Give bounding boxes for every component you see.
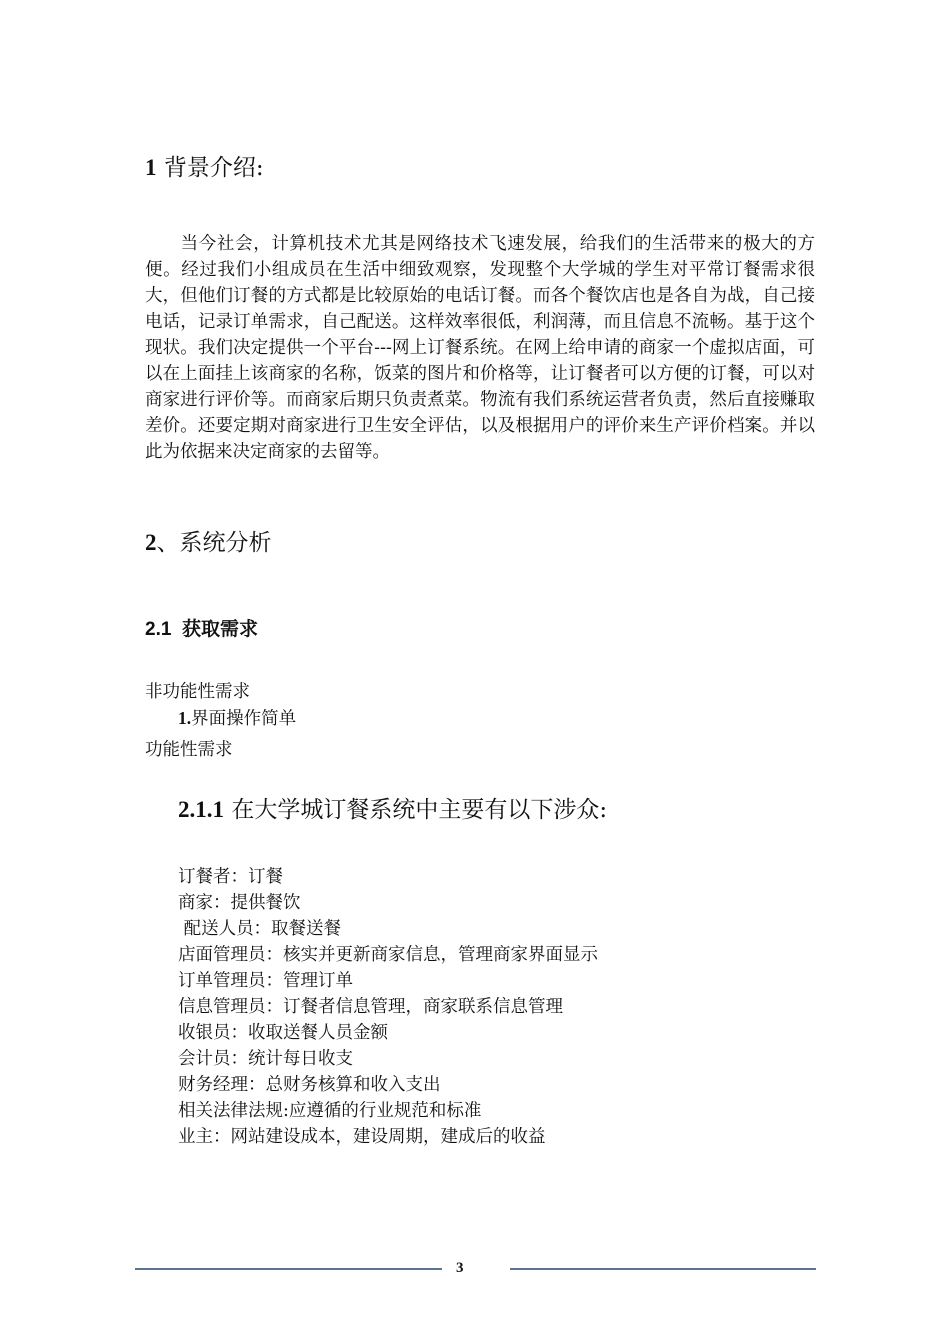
stakeholder-item: 店面管理员：核实并更新商家信息，管理商家界面显示	[178, 945, 598, 965]
section-2-1-heading	[145, 617, 258, 643]
stakeholder-item: 订单管理员：管理订单	[178, 971, 353, 991]
stakeholder-item: 财务经理：总财务核算和收入支出	[178, 1075, 441, 1095]
section-2-number: 2	[145, 530, 157, 555]
stakeholder-item: 配送人员：取餐送餐	[178, 919, 342, 939]
section-2-1-title: 获取需求	[181, 619, 258, 640]
stakeholder-item: 相关法律法规:应遵循的行业规范和标准	[178, 1101, 482, 1121]
section-2-1-1-number: 2.1.1	[178, 797, 224, 822]
stakeholder-item: 商家：提供餐饮	[178, 893, 301, 913]
page-number: 3	[456, 1260, 464, 1276]
stakeholder-item: 会计员：统计每日收支	[178, 1049, 353, 1069]
section-2-heading	[145, 528, 272, 558]
stakeholder-item: 收银员：收取送餐人员金额	[178, 1023, 388, 1043]
stakeholder-item: 信息管理员：订餐者信息管理，商家联系信息管理	[178, 997, 563, 1017]
section-1-title: 背景介绍:	[163, 155, 264, 181]
nonfunctional-requirement-item	[178, 705, 296, 732]
section-1-heading	[145, 153, 264, 183]
section-2-1-1-heading	[178, 795, 607, 825]
section-2-1-number: 2.1	[145, 619, 172, 640]
footer-rule-right	[510, 1268, 816, 1270]
functional-requirements-label: 功能性需求	[145, 740, 233, 760]
section-2-1-1-title: 在大学城订餐系统中主要有以下涉众:	[231, 797, 608, 823]
background-paragraph	[145, 231, 815, 465]
stakeholder-list	[178, 864, 598, 1150]
background-paragraph-text: 当今社会，计算机技术尤其是网络技术飞速发展，给我们的生活带来的极大的方便。经过我们小组成员在生活中细致观察，发现整个大学城的学生对平常订餐需求很大，但他们订餐的方式都是比较原始的电话订餐。而各个餐饮店也是各自为战，自己接电话，记录订单需求，自己配送。这样效率很低，利润薄，而且信息不流畅。基于这个现状。我们决定提供一个平台---网上订餐系统。在网上给申请的商家一个虚拟店面，可以在上面挂上该商家的名称，饭菜的图片和价格等，让订餐者可以方便的订餐，可以对商家进行评价等。而商家后期只负责煮菜。物流有我们系统运营者负责，然后直接赚取差价。还要定期对商家进行卫生安全评估，以及根据用户的评价来生产评价档案。并以此为依据来决定商家的去留等。	[145, 234, 815, 462]
nonfunctional-requirements-label: 非功能性需求	[145, 682, 250, 702]
section-2-title: 、系统分析	[156, 530, 272, 556]
nonfunctional-item-text: 界面操作简单	[191, 709, 297, 729]
footer-rule-left	[135, 1268, 442, 1270]
nonfunctional-item-number: 1.	[178, 708, 192, 728]
stakeholder-item: 业主：网站建设成本，建设周期，建成后的收益	[178, 1127, 546, 1147]
stakeholder-item: 订餐者：订餐	[178, 867, 283, 887]
section-1-number: 1	[145, 155, 157, 180]
